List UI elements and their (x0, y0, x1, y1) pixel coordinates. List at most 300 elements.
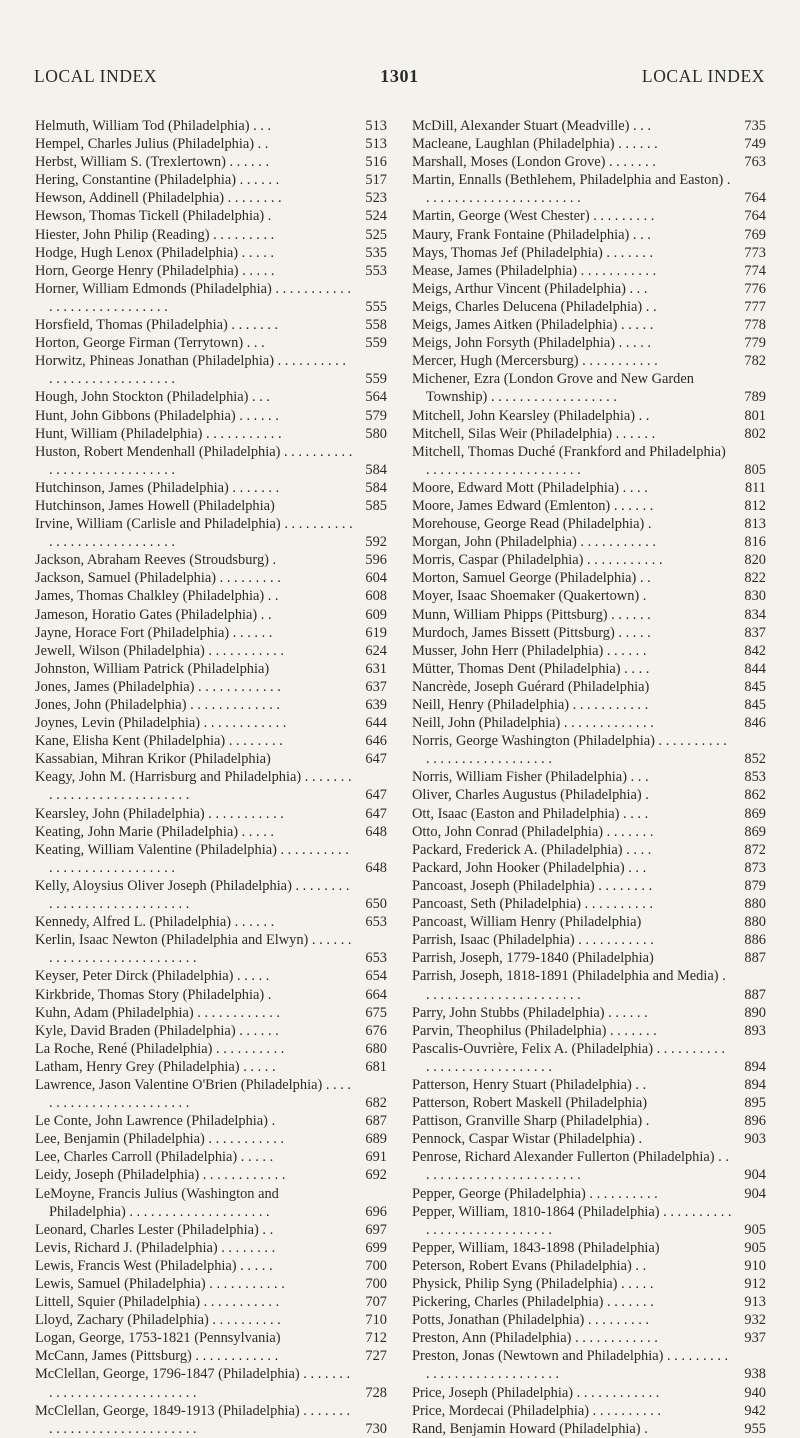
entry-name: Leonard, Charles Lester (Philadelphia) . . (35, 1221, 274, 1238)
entry-page: 687 (365, 1113, 387, 1130)
entry-page: 604 (365, 570, 387, 587)
index-entry (35, 189, 387, 207)
entry-page: 631 (365, 660, 387, 677)
index-entry (412, 569, 766, 587)
index-entry (35, 515, 387, 551)
index-entry (35, 1257, 387, 1275)
entry-page: 691 (365, 1149, 387, 1166)
entry-page: 624 (365, 642, 387, 659)
entry-name: Pancoast, William Henry (Philadelphia) (412, 914, 642, 931)
index-entry (35, 207, 387, 225)
index-entry (412, 1004, 766, 1022)
entry-name: Norris, William Fisher (Philadelphia) . . . (412, 769, 649, 786)
entry-name: Rand, Benjamin Howard (Philadelphia) . (412, 1420, 648, 1437)
index-entry (412, 1022, 766, 1040)
index-entry (35, 1112, 387, 1130)
index-entry (35, 750, 387, 768)
index-entry (412, 135, 766, 153)
entry-name: Pancoast, Seth (Philadelphia) . . . . . . . . . . (412, 896, 654, 913)
entry-name: Mütter, Thomas Dent (Philadelphia) . . . . (412, 660, 650, 677)
entry-name: Morehouse, George Read (Philadelphia) . (412, 516, 652, 533)
index-entry (412, 768, 766, 786)
entry-name: Macleane, Laughlan (Philadelphia) . . . . . . (412, 136, 658, 153)
entry-page: 802 (744, 425, 766, 442)
entry-page: 774 (744, 262, 766, 279)
entry-name: Physick, Philip Syng (Philadelphia) . . . . . (412, 1276, 654, 1292)
entry-page: 869 (744, 805, 766, 822)
entry-page: 681 (365, 1058, 387, 1075)
index-entry (35, 913, 387, 931)
index-entry (35, 1402, 387, 1438)
entry-page: 769 (744, 226, 766, 243)
index-entry (35, 1004, 387, 1022)
entry-name: Morton, Samuel George (Philadelphia) . . (412, 570, 651, 587)
entry-page: 727 (365, 1348, 387, 1365)
entry-page: 559 (365, 371, 387, 388)
entry-page: 646 (365, 733, 387, 750)
entry-page: 880 (744, 896, 766, 913)
entry-page: 937 (744, 1330, 766, 1347)
index-entry (35, 1130, 387, 1148)
entry-page: 650 (365, 896, 387, 913)
entry-page: 834 (744, 606, 766, 623)
index-entry (412, 1257, 766, 1275)
index-entry (35, 642, 387, 660)
entry-name: Price, Mordecai (Philadelphia) . . . . . . . . . . (412, 1402, 661, 1419)
entry-name: Irvine, William (Carlisle and Philadelphia) . . . . . . . . . . . . . . . . . . . . . . . . . . . . (35, 516, 353, 551)
entry-name: Pennock, Caspar Wistar (Philadelphia) . (412, 1131, 643, 1148)
index-entry (412, 714, 766, 732)
index-entry (412, 732, 766, 768)
index-entry (412, 407, 766, 425)
entry-name: McClellan, George, 1849-1913 (Philadelphia) . . . . . . . . . . . . . . . . . . . . . . . . . . . . (35, 1402, 351, 1437)
entry-name: Keating, William Valentine (Philadelphia) . . . . . . . . . . . . . . . . . . . . . . . . . . . . (35, 841, 349, 876)
entry-page: 869 (744, 823, 766, 840)
entry-page: 689 (365, 1131, 387, 1148)
entry-name: Oliver, Charles Augustus (Philadelphia) . (412, 787, 649, 804)
entry-page: 896 (744, 1113, 766, 1130)
entry-page: 559 (365, 335, 387, 352)
entry-page: 564 (365, 389, 387, 406)
index-entry (412, 479, 766, 497)
index-entry (412, 1329, 766, 1347)
running-head-right: LOCAL INDEX (641, 66, 765, 86)
entry-page: 555 (365, 298, 387, 315)
index-entry (35, 316, 387, 334)
entry-name: Munn, William Phipps (Pittsburg) . . . . . . (412, 606, 651, 623)
entry-name: Pepper, William, 1843-1898 (Philadelphia) (412, 1239, 660, 1256)
entry-name: Horton, George Firman (Terrytown) . . . (35, 335, 265, 352)
index-entry (412, 1311, 766, 1329)
entry-page: 639 (365, 697, 387, 713)
index-entry (412, 606, 766, 624)
entry-name: James, Thomas Chalkley (Philadelphia) . . (35, 588, 279, 605)
entry-page: 682 (365, 1095, 387, 1112)
entry-name: Jackson, Abraham Reeves (Stroudsburg) . (35, 552, 277, 569)
entry-name: Latham, Henry Grey (Philadelphia) . . . . . (35, 1058, 276, 1075)
index-entry (35, 841, 387, 877)
entry-name: Otto, John Conrad (Philadelphia) . . . . . . . (412, 823, 654, 840)
index-entry (412, 226, 766, 244)
index-entry (35, 1293, 387, 1311)
index-entry (412, 1040, 766, 1076)
index-entry (35, 226, 387, 244)
index-entry (35, 1040, 387, 1058)
entry-page: 805 (744, 461, 766, 478)
index-entry (412, 1347, 766, 1383)
entry-name: Ott, Isaac (Easton and Philadelphia) . . . . (412, 805, 649, 822)
entry-name: Mays, Thomas Jef (Philadelphia) . . . . . . . (412, 244, 654, 261)
index-entry (35, 624, 387, 642)
entry-page: 525 (365, 226, 387, 243)
index-entry (35, 352, 387, 388)
index-entry (35, 244, 387, 262)
entry-name: Hewson, Thomas Tickell (Philadelphia) . (35, 208, 272, 225)
index-entry (412, 967, 766, 1003)
index-entry (35, 443, 387, 479)
entry-page: 880 (744, 914, 766, 931)
index-entry (412, 859, 766, 877)
index-entry (412, 1293, 766, 1311)
entry-name: Hutchinson, James (Philadelphia) . . . . . . . (35, 479, 280, 496)
index-entry (412, 551, 766, 569)
entry-page: 955 (744, 1420, 766, 1437)
entry-page: 619 (365, 624, 387, 641)
entry-page: 912 (744, 1276, 766, 1292)
entry-page: 837 (744, 624, 766, 641)
entry-name: Hering, Constantine (Philadelphia) . . . . . . (35, 172, 280, 189)
entry-page: 894 (744, 1058, 766, 1075)
index-entry (35, 1239, 387, 1257)
index-entry (35, 407, 387, 425)
entry-page: 779 (744, 335, 766, 352)
index-entry (35, 334, 387, 352)
index-entry (412, 1130, 766, 1148)
index-entry (412, 949, 766, 967)
index-entry (412, 244, 766, 262)
index-entry (35, 1347, 387, 1365)
index-column-left (35, 117, 387, 1438)
entry-name: Meigs, James Aitken (Philadelphia) . . . . . (412, 317, 654, 334)
entry-name: Hewson, Addinell (Philadelphia) . . . . . . . . (35, 190, 282, 207)
entry-name: Levis, Richard J. (Philadelphia) . . . . . . . . (35, 1239, 276, 1256)
entry-name: Keagy, John M. (Harrisburg and Philadelphia) . . . . . . . . . . . . . . . . . . . . . . . . . . . (35, 769, 352, 804)
index-entry (412, 1239, 766, 1257)
entry-name: Parry, John Stubbs (Philadelphia) . . . . . . (412, 1004, 648, 1021)
index-entry (35, 877, 387, 913)
entry-name: Pattison, Granville Sharp (Philadelphia) . (412, 1113, 650, 1130)
entry-name: Horsfield, Thomas (Philadelphia) . . . . . . . (35, 317, 279, 334)
index-entry (412, 841, 766, 859)
entry-page: 887 (744, 950, 766, 967)
index-entry (412, 1402, 766, 1420)
entry-page: 816 (744, 534, 766, 551)
entry-name: Pepper, William, 1810-1864 (Philadelphia) . . . . . . . . . . . . . . . . . . . . . . . . . . . . (412, 1203, 732, 1238)
index-entry (35, 660, 387, 678)
index-entry (35, 714, 387, 732)
index-entry (412, 805, 766, 823)
entry-name: Jones, John (Philadelphia) . . . . . . . . . . . . . (35, 697, 281, 713)
entry-page: 942 (744, 1402, 766, 1419)
entry-page: 517 (365, 172, 387, 189)
entry-name: Kearsley, John (Philadelphia) . . . . . . . . . . . (35, 805, 284, 822)
entry-page: 676 (365, 1022, 387, 1039)
entry-page: 778 (744, 317, 766, 334)
index-entry (35, 1329, 387, 1347)
entry-page: 654 (365, 968, 387, 985)
entry-name: Hiester, John Philip (Reading) . . . . . . . . . (35, 226, 275, 243)
entry-name: Jewell, Wilson (Philadelphia) . . . . . . . . . . . (35, 642, 284, 659)
entry-name: Parrish, Isaac (Philadelphia) . . . . . . . . . . . (412, 932, 654, 949)
entry-name: Preston, Jonas (Newtown and Philadelphia) . . . . . . . . . . . . . . . . . . . . . . . . . . . . (412, 1348, 729, 1383)
index-entry (35, 1148, 387, 1166)
index-entry (412, 1275, 766, 1293)
entry-page: 932 (744, 1312, 766, 1329)
entry-name: Joynes, Levin (Philadelphia) . . . . . . . . . . . . (35, 715, 287, 732)
entry-page: 872 (744, 841, 766, 858)
index-entry (412, 370, 766, 406)
entry-page: 873 (744, 859, 766, 876)
running-head-left: LOCAL INDEX (34, 66, 158, 86)
entry-page: 580 (365, 425, 387, 442)
entry-page: 764 (744, 208, 766, 225)
index-entry (35, 425, 387, 443)
index-entry (35, 262, 387, 280)
index-entry (35, 986, 387, 1004)
entry-page: 647 (365, 805, 387, 822)
entry-page: 845 (744, 697, 766, 713)
entry-page: 524 (365, 208, 387, 225)
entry-name: Parvin, Theophilus (Philadelphia) . . . . . . . (412, 1022, 657, 1039)
index-entry (412, 624, 766, 642)
index-entry (35, 388, 387, 406)
index-entry (35, 587, 387, 605)
index-entry (412, 207, 766, 225)
index-entry (412, 497, 766, 515)
entry-page: 584 (365, 461, 387, 478)
index-entry (412, 1203, 766, 1239)
entry-name: Peterson, Robert Evans (Philadelphia) . . (412, 1257, 647, 1274)
entry-page: 894 (744, 1076, 766, 1093)
index-entry (412, 352, 766, 370)
entry-page: 938 (744, 1366, 766, 1383)
entry-name: Nancrède, Joseph Guérard (Philadelphia) (412, 678, 650, 695)
entry-page: 812 (744, 497, 766, 514)
entry-page: 886 (744, 932, 766, 949)
index-entry (412, 678, 766, 696)
entry-name: Kerlin, Isaac Newton (Philadelphia and Elwyn) . . . . . . . . . . . . . . . . . . . . . . . . . . . (35, 932, 352, 967)
entry-page: 811 (744, 479, 766, 496)
entry-page: 913 (744, 1294, 766, 1311)
entry-name: Meigs, Arthur Vincent (Philadelphia) . . . (412, 280, 648, 297)
entry-name: Kuhn, Adam (Philadelphia) . . . . . . . . . . . . (35, 1004, 281, 1021)
index-entry (412, 515, 766, 533)
entry-name: Parrish, Joseph, 1818-1891 (Philadelphia and Media) . . . . . . . . . . . . . . . . . . . . . . . (412, 968, 726, 1003)
entry-page: 905 (744, 1221, 766, 1238)
entry-page: 940 (744, 1384, 766, 1401)
entry-page: 776 (744, 280, 766, 297)
entry-name: Martin, Ennalls (Bethlehem, Philadelphia and Easton) . . . . . . . . . . . . . . . . . . . . . . . (412, 172, 731, 207)
entry-name: Meigs, Charles Delucena (Philadelphia) . . (412, 298, 657, 315)
entry-name: Pepper, George (Philadelphia) . . . . . . . . . . (412, 1185, 658, 1202)
entry-name: Lee, Charles Carroll (Philadelphia) . . . . . (35, 1149, 274, 1166)
index-entry (412, 316, 766, 334)
entry-name: Kane, Elisha Kent (Philadelphia) . . . . . . . . (35, 733, 283, 750)
index-entry (35, 1022, 387, 1040)
index-entry (412, 171, 766, 207)
index-entry (35, 117, 387, 135)
index-entry (35, 805, 387, 823)
entry-page: 637 (365, 678, 387, 695)
index-entry (35, 551, 387, 569)
entry-page: 820 (744, 552, 766, 569)
entry-name: Horn, George Henry (Philadelphia) . . . . . (35, 262, 275, 279)
entry-page: 513 (365, 118, 387, 134)
entry-name: Lawrence, Jason Valentine O'Brien (Philadelphia) . . . . . . . . . . . . . . . . . . . . . . . . (35, 1076, 352, 1112)
entry-name: Murdoch, James Bissett (Pittsburg) . . . . . (412, 624, 651, 641)
entry-page: 782 (744, 353, 766, 370)
entry-page: 680 (365, 1040, 387, 1057)
index-entry (412, 262, 766, 280)
index-entry (35, 696, 387, 714)
index-entry (35, 1275, 387, 1293)
entry-page: 535 (365, 244, 387, 261)
entry-name: Mitchell, John Kearsley (Philadelphia) . . (412, 407, 650, 424)
entry-name: Kassabian, Mihran Krikor (Philadelphia) (35, 751, 271, 768)
entry-name: Jones, James (Philadelphia) . . . . . . . . . . . . (35, 678, 281, 695)
entry-page: 749 (744, 136, 766, 153)
entry-page: 647 (365, 751, 387, 768)
entry-page: 664 (365, 986, 387, 1003)
entry-page: 764 (744, 190, 766, 207)
index-entry (35, 497, 387, 515)
entry-name: Hodge, Hugh Lenox (Philadelphia) . . . . . (35, 244, 274, 261)
entry-page: 697 (365, 1221, 387, 1238)
entry-page: 862 (744, 787, 766, 804)
entry-page: 609 (365, 606, 387, 623)
index-entry (412, 1076, 766, 1094)
entry-name: McDill, Alexander Stuart (Meadville) . . . (412, 118, 651, 134)
entry-name: Mitchell, Silas Weir (Philadelphia) . . . . . . (412, 425, 656, 442)
entry-name: Keyser, Peter Dirck (Philadelphia) . . . . . (35, 968, 270, 985)
index-entry (35, 1311, 387, 1329)
index-entry (35, 479, 387, 497)
entry-name: Maury, Frank Fontaine (Philadelphia) . . . (412, 226, 651, 243)
entry-name: Mercer, Hugh (Mercersburg) . . . . . . . . . . . (412, 353, 658, 370)
entry-name: Patterson, Robert Maskell (Philadelphia) (412, 1095, 648, 1112)
entry-name: Moyer, Isaac Shoemaker (Quakertown) . (412, 588, 647, 605)
index-entry (412, 931, 766, 949)
entry-page: 895 (744, 1095, 766, 1112)
index-entry (412, 642, 766, 660)
entry-page: 763 (744, 154, 766, 171)
index-entry (412, 823, 766, 841)
index-entry (412, 298, 766, 316)
index-entry (412, 1112, 766, 1130)
entry-name: Helmuth, William Tod (Philadelphia) . . . (35, 118, 272, 134)
entry-page: 844 (744, 660, 766, 677)
entry-name: Le Conte, John Lawrence (Philadelphia) . (35, 1113, 276, 1130)
entry-name: McCann, James (Pittsburg) . . . . . . . . . . . . (35, 1348, 279, 1365)
entry-page: 516 (365, 154, 387, 171)
entry-name: Pickering, Charles (Philadelphia) . . . . . . . (412, 1294, 654, 1311)
entry-name: Moore, James Edward (Emlenton) . . . . . . (412, 497, 654, 514)
entry-page: 553 (365, 262, 387, 279)
entry-page: 648 (365, 859, 387, 876)
entry-name: Kennedy, Alfred L. (Philadelphia) . . . . . . (35, 914, 275, 931)
entry-page: 596 (365, 552, 387, 569)
entry-page: 846 (744, 715, 766, 732)
entry-page: 710 (365, 1312, 387, 1329)
entry-page: 879 (744, 877, 766, 894)
index-entry (35, 153, 387, 171)
index-entry (412, 660, 766, 678)
entry-page: 903 (744, 1131, 766, 1148)
entry-name: Penrose, Richard Alexander Fullerton (Philadelphia) . . . . . . . . . . . . . . . . . . . . . . . . (412, 1149, 729, 1184)
index-entry (35, 606, 387, 624)
entry-name: Horwitz, Phineas Jonathan (Philadelphia) . . . . . . . . . . . . . . . . . . . . . . . . . . . . (35, 353, 346, 388)
entry-name: Kirkbride, Thomas Story (Philadelphia) . (35, 986, 272, 1003)
index-entry (35, 135, 387, 153)
entry-page: 585 (365, 497, 387, 514)
entry-name: Morris, Caspar (Philadelphia) . . . . . . . . . . . (412, 552, 663, 569)
entry-page: 813 (744, 516, 766, 533)
entry-page: 608 (365, 588, 387, 605)
index-entry (35, 1365, 387, 1401)
entry-name: Leidy, Joseph (Philadelphia) . . . . . . . . . . . . (35, 1167, 286, 1184)
index-entry (412, 117, 766, 135)
entry-name: Packard, John Hooker (Philadelphia) . . . (412, 859, 647, 876)
entry-name: Moore, Edward Mott (Philadelphia) . . . . (412, 479, 648, 496)
entry-name: Kelly, Aloysius Oliver Joseph (Philadelphia) . . . . . . . . . . . . . . . . . . . . . . . . . . . . (35, 877, 350, 913)
entry-name: Jackson, Samuel (Philadelphia) . . . . . . . . . (35, 570, 281, 587)
index-entry (35, 678, 387, 696)
entry-name: Michener, Ezra (London Grove and New Garden Township) . . . . . . . . . . . . . . . . . . (412, 371, 694, 406)
entry-page: 904 (744, 1185, 766, 1202)
index-column-right (412, 117, 766, 1438)
entry-name: Lloyd, Zachary (Philadelphia) . . . . . . . . . . (35, 1312, 281, 1329)
entry-name: Norris, George Washington (Philadelphia) . . . . . . . . . . . . . . . . . . . . . . . . . . . . (412, 733, 727, 768)
index-entry (35, 569, 387, 587)
page-header (34, 66, 765, 87)
entry-page: 890 (744, 1004, 766, 1021)
entry-name: Jayne, Horace Fort (Philadelphia) . . . . . . (35, 624, 273, 641)
entry-page: 845 (744, 678, 766, 695)
index-entry (412, 153, 766, 171)
entry-page: 730 (365, 1420, 387, 1437)
entry-name: Littell, Squier (Philadelphia) . . . . . . . . . . . (35, 1294, 280, 1311)
entry-page: 728 (365, 1384, 387, 1401)
page-number: 1301 (380, 66, 419, 86)
index-entry (35, 1058, 387, 1076)
entry-name: La Roche, René (Philadelphia) . . . . . . . . . . (35, 1040, 285, 1057)
entry-page: 675 (365, 1004, 387, 1021)
index-entry (412, 895, 766, 913)
entry-name: Hutchinson, James Howell (Philadelphia) (35, 497, 275, 514)
entry-page: 513 (365, 136, 387, 153)
entry-name: Price, Joseph (Philadelphia) . . . . . . . . . . . . (412, 1384, 660, 1401)
index-entry (412, 1185, 766, 1203)
entry-name: Potts, Jonathan (Philadelphia) . . . . . . . . . (412, 1312, 650, 1329)
entry-name: Packard, Frederick A. (Philadelphia) . . . . (412, 841, 652, 858)
entry-name: Morgan, John (Philadelphia) . . . . . . . . . . . (412, 534, 656, 551)
index-entry (35, 171, 387, 189)
entry-page: 707 (365, 1294, 387, 1311)
entry-name: Neill, John (Philadelphia) . . . . . . . . . . . . . (412, 715, 654, 732)
entry-page: 592 (365, 534, 387, 551)
index-entry (412, 1420, 766, 1438)
entry-page: 696 (365, 1203, 387, 1220)
